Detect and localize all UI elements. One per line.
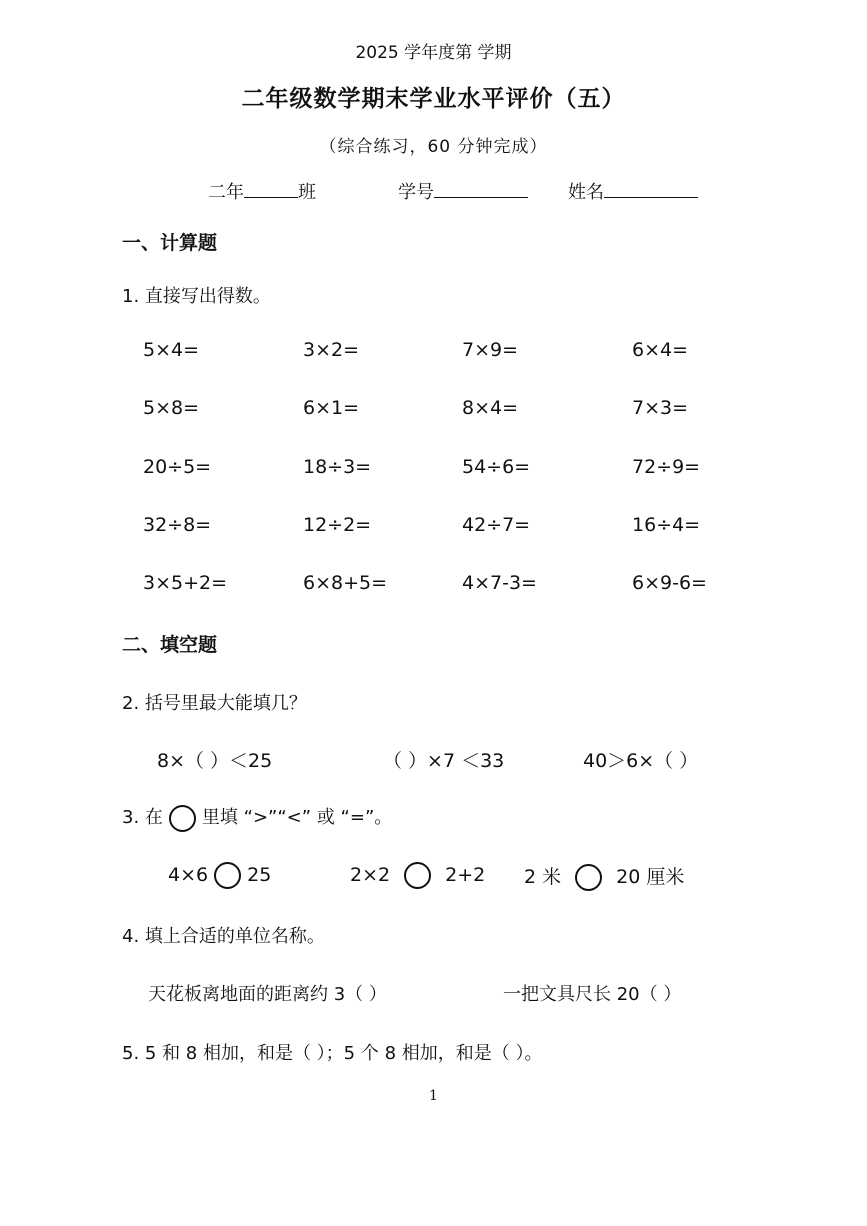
school-year-header: 2025 学年度第 学期	[355, 43, 512, 63]
question-5-text: 5. 5 和 8 相加，和是（ ）；5 个 8 相加，和是（ ）。	[122, 1043, 543, 1064]
calc-item: 5×4=	[143, 339, 200, 361]
class-suffix-label: 班	[298, 182, 316, 203]
question-4-prompt: 4. 填上合适的单位名称。	[122, 926, 325, 947]
unit-item: 一把文具尺长 20（ ）	[503, 984, 682, 1005]
calc-item: 6×1=	[303, 397, 360, 419]
calc-item: 8×4=	[462, 397, 519, 419]
calc-item: 42÷7=	[462, 514, 531, 536]
compare-item	[168, 862, 271, 889]
compare-circle[interactable]	[214, 862, 241, 889]
compare-right: 20 厘米	[616, 866, 685, 888]
compare-circle[interactable]	[575, 864, 602, 891]
section-1-heading: 一、计算题	[122, 232, 218, 254]
calc-item: 12÷2=	[303, 514, 372, 536]
class-blank[interactable]	[244, 179, 298, 198]
question-2-prompt: 2. 括号里最大能填几？	[122, 693, 307, 714]
student-no-field	[398, 178, 528, 204]
unit-item: 天花板离地面的距离约 3（ ）	[148, 984, 387, 1005]
calc-item: 4×7-3=	[462, 572, 537, 594]
student-no-blank[interactable]	[434, 179, 528, 198]
calc-item: 3×2=	[303, 339, 360, 361]
class-prefix-label: 二年	[208, 182, 244, 203]
compare-right: 25	[247, 864, 272, 886]
name-blank[interactable]	[604, 179, 698, 198]
calc-item: 6×4=	[632, 339, 689, 361]
calc-item: 6×9-6=	[632, 572, 707, 594]
compare-item	[350, 862, 485, 889]
student-no-label: 学号	[398, 182, 434, 203]
circle-icon	[169, 805, 196, 832]
calc-item: 18÷3=	[303, 456, 372, 478]
calc-item: 5×8=	[143, 397, 200, 419]
calc-item: 72÷9=	[632, 456, 701, 478]
page-number: 1	[429, 1088, 438, 1104]
compare-item	[524, 862, 684, 891]
compare-left: 2×2	[350, 864, 391, 886]
calc-item: 16÷4=	[632, 514, 701, 536]
fill-blank-item: 40＞6×（ ）	[583, 750, 699, 772]
question-3-prefix: 3. 在	[122, 807, 163, 828]
question-1-prompt: 1. 直接写出得数。	[122, 286, 271, 307]
name-field	[568, 178, 698, 204]
calc-item: 32÷8=	[143, 514, 212, 536]
class-field	[208, 178, 316, 204]
compare-left: 4×6	[168, 864, 209, 886]
fill-blank-item: 8×（ ）＜25	[157, 750, 273, 772]
page-title: 二年级数学期末学业水平评价（五）	[241, 86, 626, 112]
name-label: 姓名	[568, 182, 604, 203]
calc-item: 6×8+5=	[303, 572, 388, 594]
calc-item: 3×5+2=	[143, 572, 228, 594]
fill-blank-item: （ ）×7 ＜33	[383, 750, 505, 772]
compare-right: 2+2	[445, 864, 486, 886]
compare-circle[interactable]	[404, 862, 431, 889]
calc-item: 7×9=	[462, 339, 519, 361]
section-2-heading: 二、填空题	[122, 634, 218, 656]
question-3-prompt	[122, 803, 392, 832]
question-3-suffix: 里填 “>”“<” 或 “=”。	[201, 807, 393, 828]
calc-item: 7×3=	[632, 397, 689, 419]
page-subtitle: （综合练习，60 分钟完成）	[319, 137, 548, 157]
compare-left: 2 米	[524, 866, 562, 888]
calc-item: 54÷6=	[462, 456, 531, 478]
calc-item: 20÷5=	[143, 456, 212, 478]
